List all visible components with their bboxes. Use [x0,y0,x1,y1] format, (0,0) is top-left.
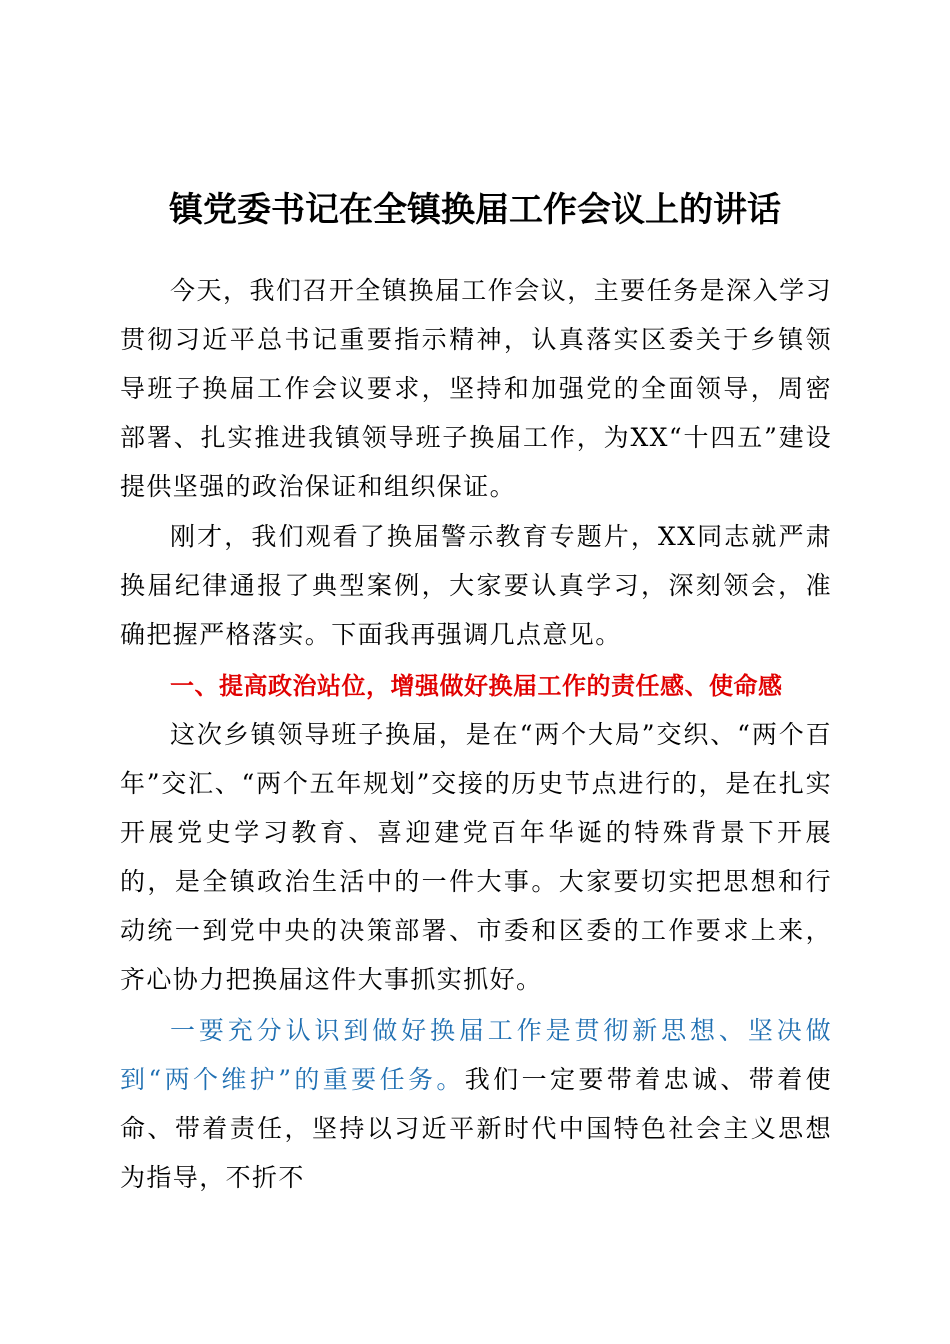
point-1-body: 我们一定要带着忠诚、带着使命、带着责任，坚持以习近平新时代中国特色社会主义思想为指导，不折不 [120,1065,832,1192]
paragraph-warning-video: 刚才，我们观看了换届警示教育专题片，XX同志就严肃换届纪律通报了典型案例，大家要认真学习，深刻领会，准确把握严格落实。下面我再强调几点意见。 [120,522,832,649]
paragraph-point-1 [120,1006,832,1202]
document-title: 镇党委书记在全镇换届工作会议上的讲话 [169,190,781,230]
paragraph-opening: 今天，我们召开全镇换届工作会议，主要任务是深入学习贯彻习近平总书记重要指示精神，认真落实区委关于乡镇领导班子换届工作会议要求，坚持和加强党的全面领导，周密部署、扎实推进我镇领导班子换届工作，为XX“十四五”建设提供坚强的政治保证和组织保证。 [120,276,832,501]
point-1-lead-sentence: 一要充分认识到做好换届工作是贯彻新思想、坚决做到“两个维护”的重要任务。 [120,1016,832,1094]
section-heading-1: 一、提高政治站位，增强做好换届工作的责任感、使命感 [170,672,783,700]
paragraph-section-1: 这次乡镇领导班子换届，是在“两个大局”交织、“两个百年”交汇、“两个五年规划”交接的历史节点进行的，是在扎实开展党史学习教育、喜迎建党百年华诞的特殊背景下开展的，是全镇政治生活中的一件大事。大家要切实把思想和行动统一到党中央的决策部署、市委和区委的工作要求上来，齐心协力把换届这件大事抓实抓好。 [120,720,832,994]
